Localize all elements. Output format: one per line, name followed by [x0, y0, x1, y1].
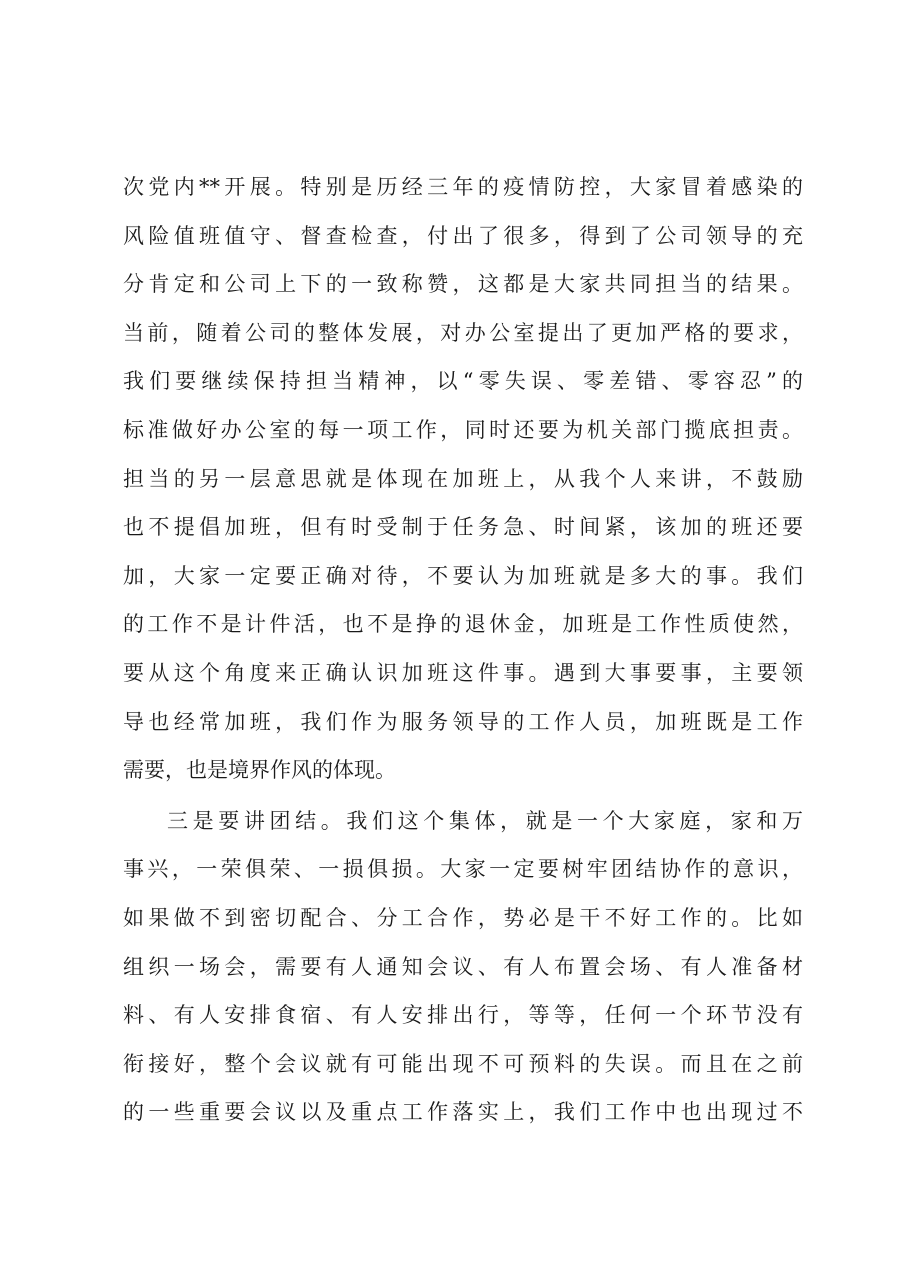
text-line: 风险值班值守、督查检查，付出了很多，得到了公司领导的充: [123, 223, 803, 248]
text-line: 导也经常加班，我们作为服务领导的工作人员，加班既是工作: [123, 709, 803, 734]
paragraph-2: [123, 797, 803, 1137]
text-line: 需要，也是境界作风的体现。: [123, 758, 396, 783]
text-line: 料、有人安排食宿、有人安排出行，等等，任何一个环节没有: [123, 1003, 803, 1028]
paragraph-1: [123, 163, 803, 795]
text-line: 要从这个角度来正确认识加班这件事。遇到大事要事，主要领: [123, 660, 803, 685]
text-line: 衔接好，整个会议就有可能出现不可预料的失误。而且在之前: [123, 1051, 803, 1076]
text-line: 当前，随着公司的整体发展，对办公室提出了更加严格的要求，: [123, 320, 803, 345]
text-line: 我们要继续保持担当精神，以“零失误、零差错、零容忍”的: [123, 369, 803, 394]
text-line: 分肯定和公司上下的一致称赞，这都是大家共同担当的结果。: [123, 272, 803, 297]
text-line: 次党内**开展。特别是历经三年的疫情防控，大家冒着感染的: [123, 175, 803, 199]
text-line: 三是要讲团结。我们这个集体，就是一个大家庭，家和万: [167, 808, 803, 833]
text-line: 的工作不是计件活，也不是挣的退休金，加班是工作性质使然，: [123, 612, 803, 637]
text-line: 加，大家一定要正确对待，不要认为加班就是多大的事。我们: [123, 563, 803, 588]
text-line: 如果做不到密切配合、分工合作，势必是干不好工作的。比如: [123, 905, 803, 930]
text-line: 标准做好办公室的每一项工作，同时还要为机关部门揽底担责。: [123, 417, 803, 442]
text-line: 事兴，一荣俱荣、一损俱损。大家一定要树牢团结协作的意识，: [123, 857, 803, 882]
text-line: 的一些重要会议以及重点工作落实上，我们工作中也出现过不: [123, 1100, 803, 1125]
body-text: [123, 163, 803, 1137]
text-line: 组织一场会，需要有人通知会议、有人布置会场、有人准备材: [123, 954, 803, 979]
text-line: 担当的另一层意思就是体现在加班上，从我个人来讲，不鼓励: [123, 466, 803, 491]
text-line: 也不提倡加班，但有时受制于任务急、时间紧，该加的班还要: [123, 515, 803, 540]
